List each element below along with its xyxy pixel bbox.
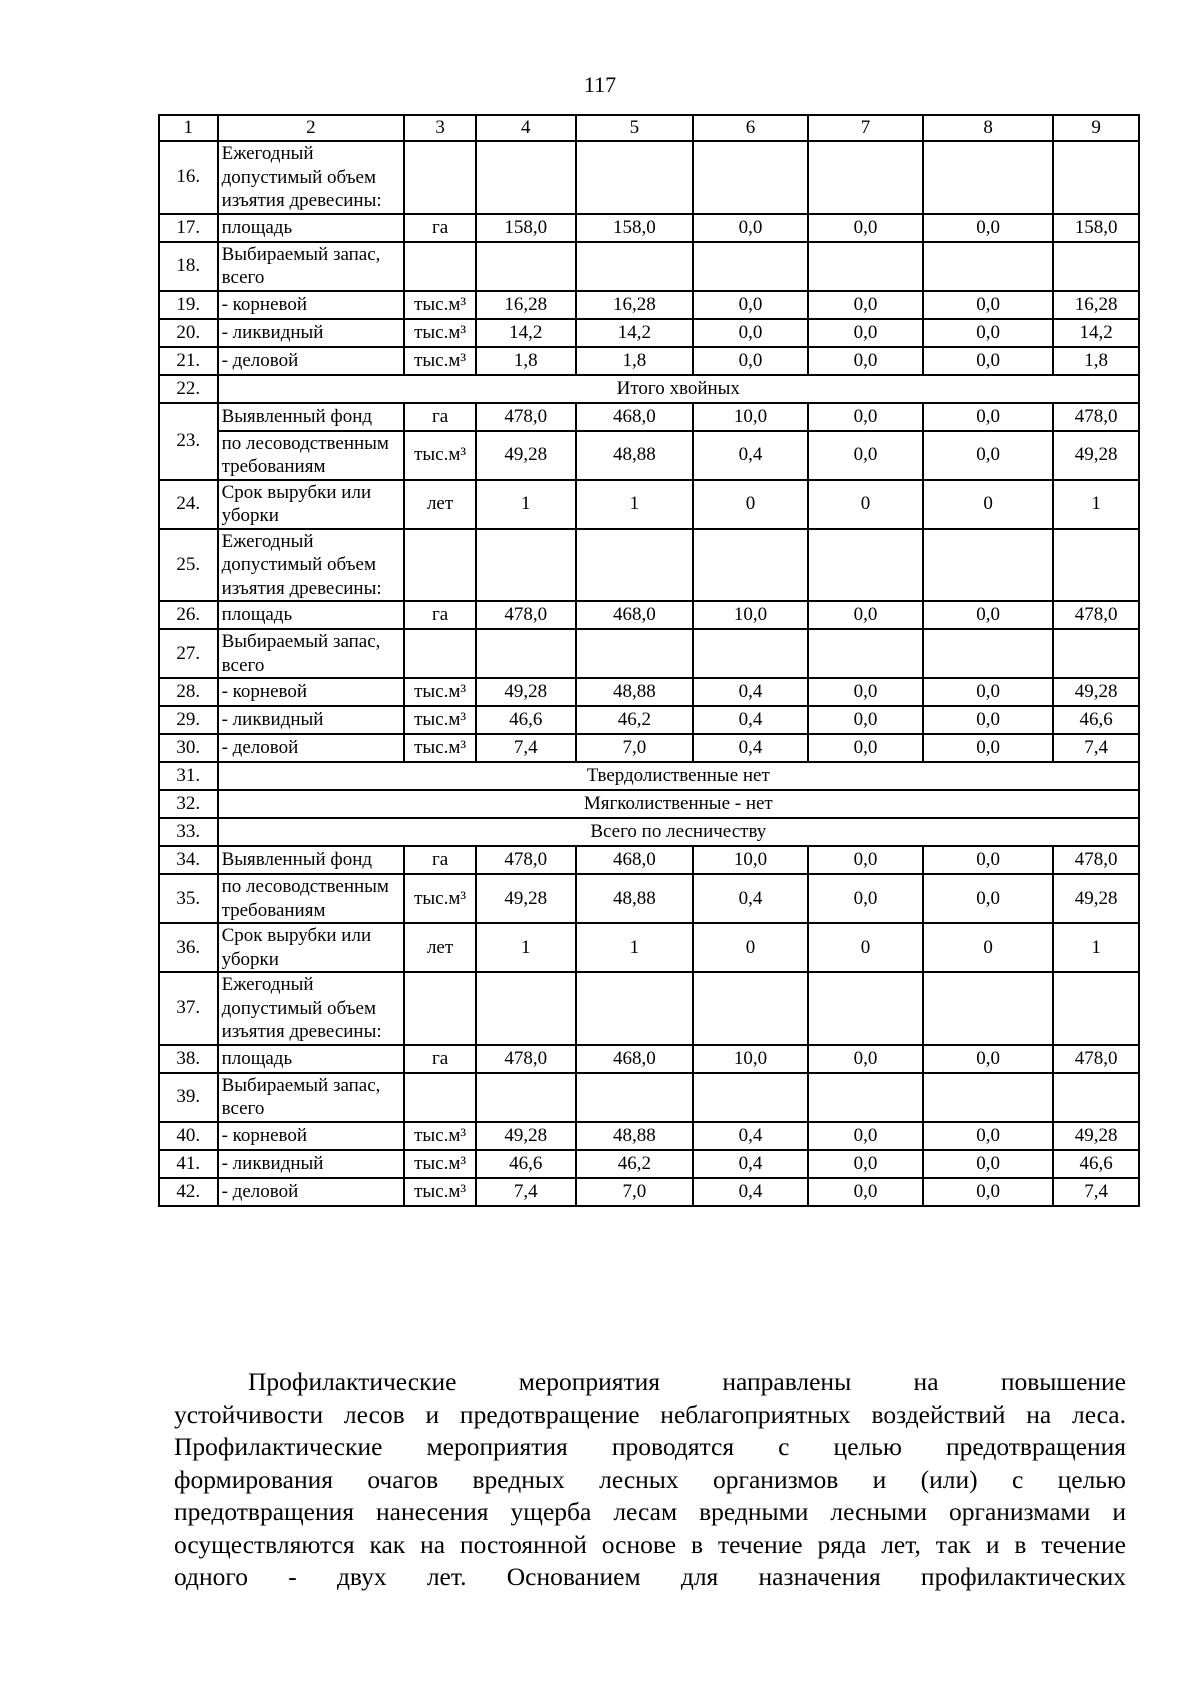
row-unit: тыс.м³	[404, 706, 476, 734]
cell-value: 0,4	[693, 734, 808, 762]
cell-value	[1053, 972, 1139, 1045]
cell-value: 10,0	[693, 846, 808, 874]
cell-value: 49,28	[1053, 678, 1139, 706]
table-row	[159, 347, 1139, 375]
row-number: 16.	[159, 141, 218, 214]
cell-value: 1	[476, 480, 576, 529]
column-header-7: 7	[808, 115, 923, 141]
cell-value	[476, 529, 576, 602]
cell-value: 0,0	[693, 214, 808, 242]
cell-value: 0	[923, 923, 1053, 972]
table-row	[159, 1150, 1139, 1178]
cell-value: 10,0	[693, 601, 808, 629]
cell-value: 0,4	[693, 431, 808, 480]
row-number: 36.	[159, 923, 218, 972]
row-number: 27.	[159, 629, 218, 678]
table-row	[159, 1045, 1139, 1073]
cell-value: 1,8	[1053, 347, 1139, 375]
row-number: 20.	[159, 319, 218, 347]
cell-value: 478,0	[476, 403, 576, 431]
cell-value: 46,6	[1053, 1150, 1139, 1178]
cell-value	[923, 529, 1053, 602]
cell-value: 0,0	[808, 734, 923, 762]
column-header-9: 9	[1053, 115, 1139, 141]
row-unit: тыс.м³	[404, 1122, 476, 1150]
cell-value: 48,88	[576, 431, 693, 480]
row-unit	[404, 1073, 476, 1122]
row-unit	[404, 529, 476, 602]
cell-value: 0,0	[808, 347, 923, 375]
section-title: Всего по лесничеству	[218, 818, 1139, 846]
cell-value: 0,0	[808, 1122, 923, 1150]
cell-value: 46,2	[576, 706, 693, 734]
row-number: 19.	[159, 291, 218, 319]
table-row	[159, 1178, 1139, 1206]
row-unit: тыс.м³	[404, 678, 476, 706]
row-name: по лесоводственным требованиям	[218, 431, 405, 480]
cell-value: 0,0	[808, 403, 923, 431]
column-header-4: 4	[476, 115, 576, 141]
table-row	[159, 291, 1139, 319]
paragraph-line: устойчивости лесов и предотвращение неблагоприятных воздействий на леса.	[174, 1399, 1126, 1429]
cell-value: 468,0	[576, 403, 693, 431]
cell-value: 7,4	[1053, 1178, 1139, 1206]
row-unit: тыс.м³	[404, 1150, 476, 1178]
cell-value: 478,0	[476, 1045, 576, 1073]
row-unit: тыс.м³	[404, 347, 476, 375]
row-unit	[404, 242, 476, 291]
cell-value: 0,0	[808, 601, 923, 629]
cell-value	[576, 629, 693, 678]
row-name: Выбираемый запас, всего	[218, 1073, 405, 1122]
paragraph-line: предотвращения нанесения ущерба лесам вредными лесными организмами и	[174, 1497, 1126, 1526]
table-row	[159, 678, 1139, 706]
row-number: 35.	[159, 874, 218, 923]
cell-value: 478,0	[1053, 403, 1139, 431]
column-header-5: 5	[576, 115, 693, 141]
table-section-row	[159, 818, 1139, 846]
cell-value: 0,0	[923, 678, 1053, 706]
column-header-8: 8	[923, 115, 1053, 141]
row-number: 40.	[159, 1122, 218, 1150]
cell-value: 158,0	[1053, 214, 1139, 242]
cell-value: 0,0	[923, 1150, 1053, 1178]
table-row	[159, 972, 1139, 1045]
row-name: Ежегодный допустимый объем изъятия древесины:	[218, 972, 405, 1045]
cell-value: 48,88	[576, 874, 693, 923]
cell-value: 478,0	[1053, 846, 1139, 874]
row-unit: га	[404, 1045, 476, 1073]
cell-value: 0,4	[693, 678, 808, 706]
row-number: 34.	[159, 846, 218, 874]
cell-value: 0,0	[693, 347, 808, 375]
cell-value: 16,28	[476, 291, 576, 319]
cell-value: 0,0	[808, 319, 923, 347]
cell-value: 10,0	[693, 1045, 808, 1073]
cell-value	[808, 629, 923, 678]
cell-value	[693, 1073, 808, 1122]
row-unit	[404, 141, 476, 214]
row-name: Выявленный фонд	[218, 846, 405, 874]
row-name: Выявленный фонд	[218, 403, 405, 431]
cell-value: 468,0	[576, 601, 693, 629]
cell-value: 10,0	[693, 403, 808, 431]
cell-value: 1	[576, 480, 693, 529]
cell-value: 0,0	[808, 214, 923, 242]
table-row	[159, 242, 1139, 291]
cell-value: 0,0	[923, 601, 1053, 629]
cell-value: 48,88	[576, 678, 693, 706]
paragraph-line: одного - двух лет. Основанием для назначения профилактических	[174, 1562, 1126, 1591]
row-number: 42.	[159, 1178, 218, 1206]
row-number: 21.	[159, 347, 218, 375]
table-header-row	[159, 115, 1139, 141]
body-paragraph	[174, 1366, 1126, 1594]
page-number: 117	[583, 72, 617, 97]
cell-value: 0,4	[693, 706, 808, 734]
cell-value: 478,0	[1053, 601, 1139, 629]
paragraph-line: Профилактические мероприятия проводятся с целью предотвращения	[174, 1432, 1126, 1461]
cell-value: 49,28	[476, 678, 576, 706]
cell-value: 46,2	[576, 1150, 693, 1178]
row-unit: га	[404, 601, 476, 629]
row-number: 29.	[159, 706, 218, 734]
table-row	[159, 923, 1139, 972]
cell-value: 0,4	[693, 1122, 808, 1150]
row-unit: лет	[404, 480, 476, 529]
cell-value	[476, 242, 576, 291]
cell-value: 0,0	[923, 734, 1053, 762]
cell-value	[693, 972, 808, 1045]
cell-value	[576, 141, 693, 214]
row-name: площадь	[218, 1045, 405, 1073]
table-section-row	[159, 762, 1139, 790]
cell-value: 468,0	[576, 1045, 693, 1073]
table-row	[159, 1073, 1139, 1122]
cell-value: 1	[1053, 923, 1139, 972]
row-name: Срок вырубки или уборки	[218, 480, 405, 529]
table-section-row	[159, 790, 1139, 818]
table-row	[159, 214, 1139, 242]
cell-value	[808, 242, 923, 291]
cell-value: 478,0	[476, 601, 576, 629]
cell-value: 0,0	[923, 1045, 1053, 1073]
row-unit: га	[404, 403, 476, 431]
row-unit: тыс.м³	[404, 1178, 476, 1206]
cell-value: 14,2	[576, 319, 693, 347]
cell-value: 0,0	[923, 214, 1053, 242]
row-name: - ликвидный	[218, 319, 405, 347]
row-name: - деловой	[218, 734, 405, 762]
cell-value: 16,28	[576, 291, 693, 319]
cell-value	[576, 1073, 693, 1122]
cell-value: 14,2	[1053, 319, 1139, 347]
cell-value: 49,28	[476, 874, 576, 923]
cell-value: 0,0	[923, 403, 1053, 431]
table-row	[159, 846, 1139, 874]
cell-value: 1,8	[576, 347, 693, 375]
row-number: 18.	[159, 242, 218, 291]
row-number: 37.	[159, 972, 218, 1045]
cell-value: 16,28	[1053, 291, 1139, 319]
cell-value	[923, 1073, 1053, 1122]
row-name: - корневой	[218, 1122, 405, 1150]
cell-value	[1053, 1073, 1139, 1122]
cell-value	[476, 1073, 576, 1122]
cell-value: 0,0	[808, 431, 923, 480]
table-row	[159, 431, 1139, 480]
table-row	[159, 319, 1139, 347]
row-name: - корневой	[218, 291, 405, 319]
row-number: 30.	[159, 734, 218, 762]
row-name: - деловой	[218, 1178, 405, 1206]
cell-value	[1053, 141, 1139, 214]
row-name: Срок вырубки или уборки	[218, 923, 405, 972]
row-name: Выбираемый запас, всего	[218, 242, 405, 291]
cell-value: 478,0	[1053, 1045, 1139, 1073]
row-name: площадь	[218, 214, 405, 242]
row-number: 33.	[159, 818, 218, 846]
cell-value: 158,0	[576, 214, 693, 242]
row-name: Ежегодный допустимый объем изъятия древесины:	[218, 141, 405, 214]
cell-value	[693, 529, 808, 602]
cell-value: 0,0	[808, 874, 923, 923]
cell-value: 468,0	[576, 846, 693, 874]
cell-value: 49,28	[476, 1122, 576, 1150]
cell-value: 0,0	[808, 846, 923, 874]
cell-value	[808, 141, 923, 214]
cell-value	[923, 972, 1053, 1045]
cell-value: 0,0	[923, 1178, 1053, 1206]
cell-value: 1	[576, 923, 693, 972]
cell-value	[693, 242, 808, 291]
row-name: - корневой	[218, 678, 405, 706]
cell-value	[923, 629, 1053, 678]
row-name: - ликвидный	[218, 706, 405, 734]
cell-value: 0,0	[923, 706, 1053, 734]
cell-value: 0,0	[923, 319, 1053, 347]
cell-value: 0,4	[693, 1178, 808, 1206]
cell-value	[808, 529, 923, 602]
cell-value: 0,0	[923, 347, 1053, 375]
table-row	[159, 480, 1139, 529]
cell-value: 7,4	[1053, 734, 1139, 762]
cell-value: 0,0	[923, 431, 1053, 480]
row-number: 41.	[159, 1150, 218, 1178]
table-section-row	[159, 375, 1139, 403]
cell-value: 14,2	[476, 319, 576, 347]
cell-value	[808, 1073, 923, 1122]
row-number: 23.	[159, 403, 218, 480]
table-row	[159, 874, 1139, 923]
cell-value	[923, 242, 1053, 291]
cell-value: 1	[476, 923, 576, 972]
cell-value: 0	[808, 480, 923, 529]
cell-value: 49,28	[1053, 874, 1139, 923]
column-header-2: 2	[218, 115, 405, 141]
cell-value: 1	[1053, 480, 1139, 529]
row-number: 24.	[159, 480, 218, 529]
forest-data-table	[158, 114, 1140, 1207]
cell-value	[1053, 529, 1139, 602]
row-unit: тыс.м³	[404, 319, 476, 347]
cell-value: 0	[693, 923, 808, 972]
cell-value: 0	[693, 480, 808, 529]
row-unit	[404, 629, 476, 678]
row-unit: тыс.м³	[404, 874, 476, 923]
cell-value: 0,0	[923, 291, 1053, 319]
column-header-1: 1	[159, 115, 218, 141]
cell-value: 0,0	[808, 1178, 923, 1206]
cell-value	[693, 629, 808, 678]
paragraph-line: формирования очагов вредных лесных организмов и (или) с целью	[174, 1464, 1126, 1494]
cell-value: 0	[808, 923, 923, 972]
cell-value	[1053, 629, 1139, 678]
cell-value: 0	[923, 480, 1053, 529]
cell-value	[476, 972, 576, 1045]
cell-value: 46,6	[1053, 706, 1139, 734]
table-row	[159, 529, 1139, 602]
cell-value	[1053, 242, 1139, 291]
cell-value: 7,0	[576, 1178, 693, 1206]
row-name: Выбираемый запас, всего	[218, 629, 405, 678]
column-header-3: 3	[404, 115, 476, 141]
table-row	[159, 629, 1139, 678]
cell-value: 1,8	[476, 347, 576, 375]
row-unit: га	[404, 214, 476, 242]
cell-value: 0,0	[693, 291, 808, 319]
cell-value: 46,6	[476, 706, 576, 734]
paragraph-line: осуществляются как на постоянной основе в течение ряда лет, так и в течение	[174, 1529, 1126, 1559]
table-row	[159, 1122, 1139, 1150]
cell-value: 49,28	[1053, 1122, 1139, 1150]
paragraph-line: Профилактические мероприятия направлены на повышение	[248, 1367, 1126, 1396]
table-row	[159, 734, 1139, 762]
cell-value: 48,88	[576, 1122, 693, 1150]
row-number: 28.	[159, 678, 218, 706]
row-name: по лесоводственным требованиям	[218, 874, 405, 923]
section-title: Итого хвойных	[218, 375, 1139, 403]
cell-value	[693, 141, 808, 214]
cell-value	[576, 242, 693, 291]
cell-value: 49,28	[1053, 431, 1139, 480]
cell-value: 7,0	[576, 734, 693, 762]
row-unit: тыс.м³	[404, 734, 476, 762]
row-unit: лет	[404, 923, 476, 972]
table-row	[159, 403, 1139, 431]
section-title: Мягколиственные - нет	[218, 790, 1139, 818]
cell-value: 0,0	[808, 1150, 923, 1178]
column-header-6: 6	[693, 115, 808, 141]
cell-value: 0,0	[808, 291, 923, 319]
cell-value: 0,0	[808, 678, 923, 706]
row-name: Ежегодный допустимый объем изъятия древесины:	[218, 529, 405, 602]
cell-value	[476, 629, 576, 678]
row-number: 22.	[159, 375, 218, 403]
row-name: площадь	[218, 601, 405, 629]
section-title: Твердолиственные нет	[218, 762, 1139, 790]
row-name: - ликвидный	[218, 1150, 405, 1178]
cell-value	[808, 972, 923, 1045]
cell-value: 0,0	[923, 874, 1053, 923]
row-number: 38.	[159, 1045, 218, 1073]
table-row	[159, 706, 1139, 734]
cell-value	[576, 972, 693, 1045]
cell-value: 7,4	[476, 734, 576, 762]
row-unit: га	[404, 846, 476, 874]
row-number: 31.	[159, 762, 218, 790]
row-unit: тыс.м³	[404, 431, 476, 480]
row-unit: тыс.м³	[404, 291, 476, 319]
row-number: 25.	[159, 529, 218, 602]
table-row	[159, 141, 1139, 214]
cell-value: 0,0	[808, 706, 923, 734]
cell-value: 0,4	[693, 1150, 808, 1178]
row-number: 32.	[159, 790, 218, 818]
table-row	[159, 601, 1139, 629]
row-name: - деловой	[218, 347, 405, 375]
row-number: 39.	[159, 1073, 218, 1122]
cell-value: 49,28	[476, 431, 576, 480]
row-unit	[404, 972, 476, 1045]
cell-value: 0,0	[693, 319, 808, 347]
cell-value: 0,4	[693, 874, 808, 923]
cell-value: 0,0	[923, 1122, 1053, 1150]
row-number: 17.	[159, 214, 218, 242]
cell-value: 478,0	[476, 846, 576, 874]
cell-value: 0,0	[923, 846, 1053, 874]
cell-value	[576, 529, 693, 602]
cell-value	[923, 141, 1053, 214]
cell-value: 158,0	[476, 214, 576, 242]
cell-value: 7,4	[476, 1178, 576, 1206]
cell-value: 46,6	[476, 1150, 576, 1178]
cell-value: 0,0	[808, 1045, 923, 1073]
row-number: 26.	[159, 601, 218, 629]
cell-value	[476, 141, 576, 214]
